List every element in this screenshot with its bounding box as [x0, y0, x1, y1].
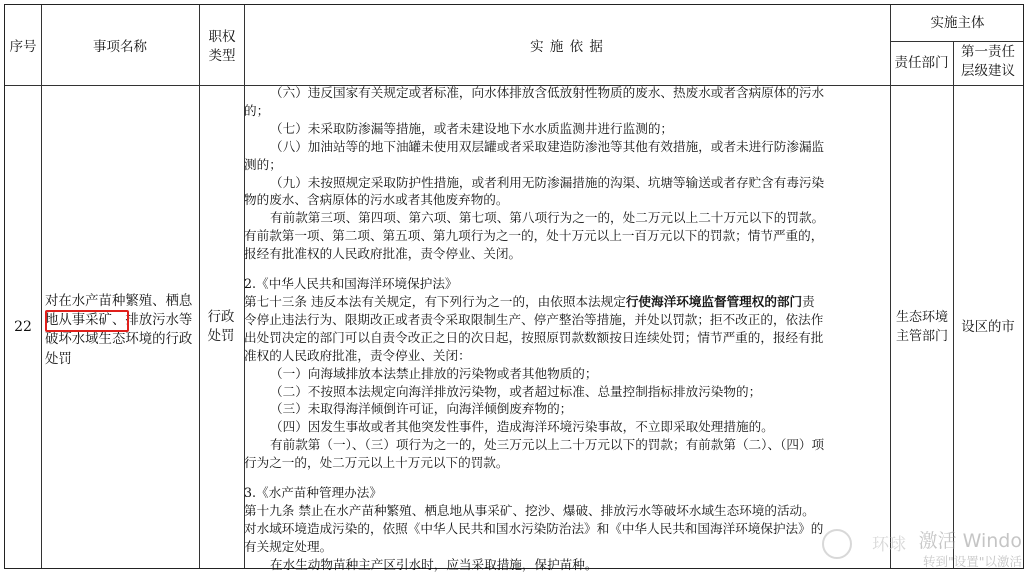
basis-line: （一）向海域排放本法禁止排放的污染物或者其他物质的； [270, 365, 598, 381]
basis-line: 出处罚决定的部门可以自责令改正之日的次日起，按照原罚款数额按日连续处罚；情节严重的，报经有批 [244, 329, 824, 345]
basis-line: 对水域环境造成污染的，依照《中华人民共和国水污染防治法》和《中华人民共和国海洋环境保护法》的 [244, 520, 824, 536]
basis-line: 有前款第（一）、（三）项行为之一的，处三万元以上二十万元以下的罚款；有前款第（二）、（四）项 [270, 437, 825, 453]
col-divider [199, 5, 200, 568]
basis-heading-2: 2.《中华人民共和国海洋环境保护法》 [244, 276, 458, 292]
item-name-part3: 破坏水域生态环境的行政处罚 [45, 332, 193, 367]
header-impl-subject: 实施主体 [930, 15, 985, 31]
item-name-highlight: 地从事采矿 [45, 313, 112, 329]
watermark-logo-icon [822, 529, 852, 559]
activation-watermark-sub: 转到"设置"以激活 [923, 554, 1022, 569]
header-first-level: 第一责任层级建议 [961, 44, 1015, 79]
basis-line: 报经有批准权的人民政府批准，责令停业、关闭。 [244, 246, 522, 262]
row-divider [890, 41, 1023, 42]
basis-line: 第十九条 禁止在水产苗种繁殖、栖息地从事采矿、挖沙、爆破、排放污水等破坏水域生态环境的活动。 [244, 502, 815, 518]
watermark-logo-text: 环球 [872, 535, 906, 555]
basis-run: 第七十三条 违反本法有关规定，有下列行为之一的，由依照本法规定 [244, 293, 626, 309]
highlight-box [45, 310, 129, 332]
item-name-part2: 、排放污水等 [111, 313, 193, 329]
header-power-type: 职权类型 [208, 29, 236, 64]
item-name-part1: 对在水产苗种繁殖、栖息 [45, 294, 193, 309]
basis-line: 有关规定处理。 [244, 538, 333, 554]
basis-line: 令停止违法行为、限期改正或者责令采取限制生产、停产整治等措施，并处以罚款；拒不改正的，依法作 [244, 311, 824, 327]
basis-line [244, 293, 888, 311]
basis-line: （九）未按照规定采取防护性措施，或者利用无防渗漏措施的沟渠、坑塘等输送或者存贮含有毒污染 [270, 174, 825, 190]
basis-run: 责 [802, 293, 815, 309]
basis-line: （四）因发生事故或者其他突发性事件，造成海洋环境污染事故，不立即采取处理措施的。 [270, 419, 774, 435]
col-divider [890, 5, 891, 568]
row-seq: 22 [14, 319, 32, 335]
basis-line: 的； [244, 102, 270, 118]
basis-heading-3: 3.《水产苗种管理办法》 [244, 485, 382, 501]
row-power-type: 行政处罚 [207, 310, 235, 344]
activation-watermark: 激活 Windo [918, 530, 1022, 552]
basis-bold-run: 行使海洋环境监督管理权的部门 [625, 293, 803, 309]
basis-line: （六）违反国家有关规定或者标准，向水体排放含低放射性物质的废水、热废水或者含病原体的污水 [270, 85, 825, 100]
header-resp-dept: 责任部门 [894, 55, 949, 71]
basis-line: （八）加油站等的地下油罐未使用双层罐或者采取建造防渗池等其他有效措施，或者未进行防渗漏监 [270, 138, 825, 154]
col-divider [41, 5, 42, 568]
basis-line: 物的废水、含病原体的污水或者其他废弃物的。 [244, 192, 509, 208]
col-divider [953, 41, 954, 568]
header-item-name: 事项名称 [93, 39, 147, 55]
header-seq: 序号 [9, 39, 37, 55]
basis-line: 在水生动物苗种主产区引水时，应当采取措施，保护苗种。 [270, 556, 598, 572]
basis-line: 行为之一的，处二万元以上十万元以下的罚款。 [244, 455, 509, 471]
basis-text [244, 84, 888, 572]
row-first-level: 设区的市 [961, 320, 1015, 335]
basis-line: （七）未采取防渗漏等措施，或者未建设地下水水质监测井进行监测的； [270, 120, 673, 136]
basis-line: （二）不按照本法规定向海洋排放污染物，或者超过标准、总量控制指标排放污染物的； [270, 383, 762, 399]
basis-line: （三）未取得海洋倾倒许可证，向海洋倾倒废弃物的； [270, 401, 573, 417]
row-resp-dept: 生态环境主管部门 [895, 310, 948, 344]
basis-line: 有前款第三项、第四项、第六项、第七项、第八项行为之一的，处二万元以上二十万元以下的罚款。 [270, 210, 825, 226]
basis-line: 有前款第一项、第二项、第五项、第九项行为之一的，处十万元以上一百万元以下的罚款；情节严重的， [244, 228, 824, 244]
basis-line: 准权的人民政府批准，责令停业、关闭： [244, 347, 471, 363]
header-basis: 实 施 依 据 [530, 39, 604, 55]
basis-line: 测的； [244, 156, 282, 172]
